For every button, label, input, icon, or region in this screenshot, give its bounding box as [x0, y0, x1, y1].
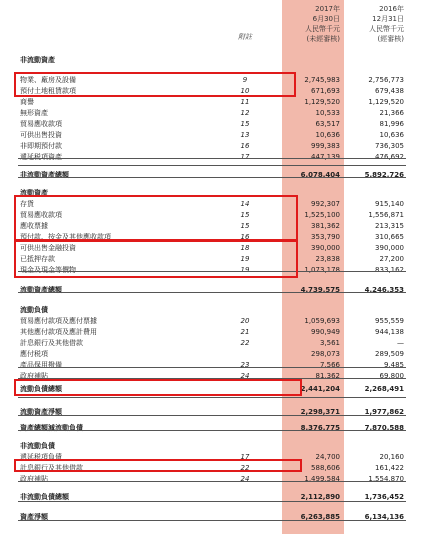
row-value-2017: 298,073: [311, 350, 340, 358]
row-value-2016: 476,692: [375, 153, 404, 161]
row-label: 產品保用撥備: [20, 361, 62, 369]
row-note: 20: [240, 317, 250, 325]
row-value-2016: 1,736,452: [364, 493, 404, 501]
col-2017-year: 2017年: [315, 5, 340, 13]
table-row: [0, 474, 428, 485]
row-note: 19: [240, 255, 250, 263]
row-rule: [18, 292, 406, 293]
col-2016-year: 2016年: [379, 5, 404, 13]
row-value-2017: 588,606: [311, 464, 340, 472]
row-value-2016: 1,129,520: [368, 98, 404, 106]
row-rule: [18, 520, 406, 521]
col-2017-date: 6月30日: [312, 15, 340, 23]
row-value-2017: 390,000: [311, 244, 340, 252]
row-note: 14: [240, 200, 250, 208]
row-rule: [18, 165, 406, 166]
row-label: 貿易應收款項: [20, 211, 62, 219]
row-value-2017: 10,533: [315, 109, 340, 117]
row-note: 16: [240, 142, 250, 150]
col-2016-unit: 人民幣千元: [369, 25, 404, 33]
row-value-2017: 23,838: [315, 255, 340, 263]
section-heading-row: [0, 441, 428, 452]
row-value-2017: 1,499,584: [304, 475, 340, 483]
row-note: 15: [240, 120, 250, 128]
row-value-2016: 4,246,353: [364, 286, 404, 294]
table-row: [0, 130, 428, 141]
row-value-2016: 1,554,870: [368, 475, 404, 483]
row-value-2017: 999,383: [311, 142, 340, 150]
row-value-2017: 2,112,890: [300, 493, 340, 501]
highlight-box-interest-bearing-borrowings: [14, 459, 302, 472]
table-row: [0, 97, 428, 108]
row-label: 非流動負債: [20, 442, 55, 450]
row-label: 流動負債: [20, 306, 48, 314]
row-label: 計息銀行及其他借款: [20, 464, 83, 472]
row-value-2017: 6,263,885: [300, 513, 340, 521]
row-note: 9: [242, 76, 248, 84]
row-note: 19: [240, 266, 250, 274]
row-value-2016: 310,665: [375, 233, 404, 241]
row-note: 17: [240, 153, 250, 161]
row-rule: [18, 397, 406, 398]
row-rule: [18, 501, 406, 502]
row-value-2017: 24,700: [315, 453, 340, 461]
row-note: 18: [240, 244, 250, 252]
row-value-2017: 3,561: [319, 339, 340, 347]
row-value-2016: 9,485: [383, 361, 404, 369]
row-label: 可供出售投資: [20, 131, 62, 139]
row-rule: [18, 430, 406, 431]
highlight-box-current-investments: [14, 240, 298, 278]
row-label: 其他應付款項及應計費用: [20, 328, 97, 336]
row-label: 遞延税項資產: [20, 153, 62, 161]
row-value-2017: 81,362: [315, 372, 340, 380]
highlight-box-current-liabilities-total: [14, 379, 302, 396]
row-value-2016: 1,556,871: [368, 211, 404, 219]
section-heading-row: [0, 55, 428, 66]
row-label: 非流動負債總額: [20, 493, 69, 501]
row-value-2017: 63,517: [315, 120, 340, 128]
row-label: 流動資產淨額: [20, 408, 62, 416]
total-row: [0, 285, 428, 296]
table-row: [0, 338, 428, 349]
row-note: 10: [240, 87, 250, 95]
row-label: 預付款、按金及其他應收款項: [20, 233, 111, 241]
row-label: 應收票據: [20, 222, 48, 230]
col-2017-unit: 人民幣千元: [305, 25, 340, 33]
row-value-2016: 161,422: [375, 464, 404, 472]
row-label: 貿易應付款項及應付票據: [20, 317, 97, 325]
table-row: [0, 316, 428, 327]
row-note: 23: [240, 361, 250, 369]
row-value-2016: —: [397, 339, 404, 347]
row-label: 預付土地租賃款項: [20, 87, 76, 95]
row-value-2016: 10,636: [379, 131, 404, 139]
row-value-2017: 2,298,371: [300, 408, 340, 416]
row-value-2017: 447,139: [311, 153, 340, 161]
section-heading-row: [0, 305, 428, 316]
row-label: 非即期預付款: [20, 142, 62, 150]
row-value-2017: 2,745,983: [304, 76, 340, 84]
row-value-2017: 2,441,204: [300, 385, 340, 393]
row-value-2016: 81,996: [379, 120, 404, 128]
total-row: [0, 170, 428, 181]
row-label: 可供出售金融投資: [20, 244, 76, 252]
row-label: 流動資產: [20, 189, 48, 197]
row-note: 24: [240, 372, 250, 380]
table-row: [0, 119, 428, 130]
row-value-2016: 390,000: [375, 244, 404, 252]
row-note: 13: [240, 131, 250, 139]
row-note: 12: [240, 109, 250, 117]
row-label: 現金及現金等價物: [20, 266, 76, 274]
row-value-2016: 944,138: [375, 328, 404, 336]
row-value-2016: 7,870,588: [364, 424, 404, 432]
row-rule: [18, 481, 406, 482]
row-label: 物業、廠房及設備: [20, 76, 76, 84]
table-row: [0, 141, 428, 152]
row-note: 22: [240, 464, 250, 472]
table-row: [0, 349, 428, 360]
total-row: [0, 423, 428, 434]
row-note: 17: [240, 453, 250, 461]
row-note: 24: [240, 475, 250, 483]
row-value-2017: 10,636: [315, 131, 340, 139]
highlight-box-ppe-land: [14, 72, 296, 97]
row-value-2016: 289,509: [375, 350, 404, 358]
row-value-2016: 833,162: [375, 266, 404, 274]
row-value-2016: 21,366: [379, 109, 404, 117]
row-label: 資產淨額: [20, 513, 48, 521]
row-value-2016: 2,756,773: [368, 76, 404, 84]
row-value-2017: 992,307: [311, 200, 340, 208]
col-2016-date: 12月31日: [372, 15, 404, 23]
row-value-2017: 6,078,404: [300, 171, 340, 179]
row-rule: [18, 177, 406, 178]
row-rule: [18, 367, 406, 368]
row-label: 存貨: [20, 200, 34, 208]
row-value-2016: 955,559: [375, 317, 404, 325]
row-value-2017: 990,949: [311, 328, 340, 336]
row-label: 非流動資產: [20, 56, 55, 64]
row-value-2016: 213,315: [375, 222, 404, 230]
row-label: 應付税項: [20, 350, 48, 358]
row-value-2017: 4,739,575: [300, 286, 340, 294]
row-value-2017: 1,525,100: [304, 211, 340, 219]
row-label: 政府補貼: [20, 475, 48, 483]
row-value-2017: 671,693: [311, 87, 340, 95]
row-value-2016: 2,268,491: [364, 385, 404, 393]
row-note: 11: [240, 98, 250, 106]
row-label: 遞延税項負債: [20, 453, 62, 461]
row-label: 已抵押存款: [20, 255, 55, 263]
row-note: 22: [240, 339, 250, 347]
col-2016-audit: (經審核): [377, 35, 404, 43]
row-value-2016: 69,800: [379, 372, 404, 380]
row-value-2017: 8,376,775: [300, 424, 340, 432]
total-row: [0, 407, 428, 418]
row-value-2016: 1,977,862: [364, 408, 404, 416]
row-label: 流動資產總額: [20, 286, 62, 294]
row-value-2016: 679,438: [375, 87, 404, 95]
col-2017-audit: (未經審核): [306, 35, 340, 43]
note-column-header: 附註: [238, 33, 252, 41]
row-note: 15: [240, 211, 250, 219]
table-row: [0, 327, 428, 338]
row-rule: [18, 415, 406, 416]
row-label: 計息銀行及其他借款: [20, 339, 83, 347]
row-value-2017: 353,790: [311, 233, 340, 241]
row-label: 商譽: [20, 98, 34, 106]
row-note: 15: [240, 222, 250, 230]
row-value-2017: 1,059,693: [304, 317, 340, 325]
highlight-box-current-receivables: [14, 195, 298, 241]
table-row: [0, 360, 428, 371]
row-value-2017: 1,073,178: [304, 266, 340, 274]
row-label: 貿易應收款項: [20, 120, 62, 128]
row-rule: [18, 158, 406, 159]
row-note: 16: [240, 233, 250, 241]
row-label: 資產總額減流動負債: [20, 424, 83, 432]
row-value-2016: 5,892,726: [364, 171, 404, 179]
row-value-2017: 381,362: [311, 222, 340, 230]
total-row: [0, 512, 428, 523]
row-label: 流動負債總額: [20, 385, 62, 393]
row-value-2016: 915,140: [375, 200, 404, 208]
row-label: 非流動資產總額: [20, 171, 69, 179]
row-value-2016: 27,200: [379, 255, 404, 263]
row-label: 政府補貼: [20, 372, 48, 380]
row-value-2016: 6,134,136: [364, 513, 404, 521]
row-note: 21: [240, 328, 250, 336]
table-row: [0, 108, 428, 119]
row-value-2017: 1,129,520: [304, 98, 340, 106]
row-value-2017: 7,566: [319, 361, 340, 369]
row-value-2016: 736,305: [375, 142, 404, 150]
row-value-2016: 20,160: [379, 453, 404, 461]
row-label: 無形資產: [20, 109, 48, 117]
